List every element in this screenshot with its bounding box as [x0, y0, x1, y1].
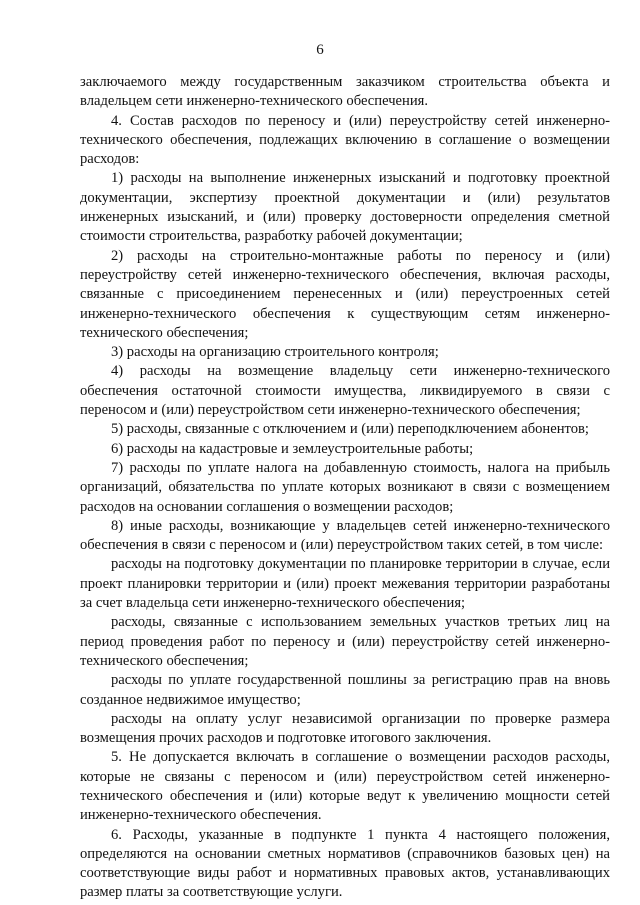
- paragraph-subitem-2: 2) расходы на строительно-монтажные работы по переносу и (или) переустройству сетей инженерно-технического обеспечения, включая расходы, связанные с присоединением перенесенных и (или) переустроенных сетей инженерно-технического обеспечения к существующим сетям инженерно-технического обеспечения;: [80, 247, 610, 341]
- paragraph-subitem-1: 1) расходы на выполнение инженерных изысканий и подготовку проектной документации, экспертизу проектной документации и (или) результатов инженерных изысканий, и (или) проверку достоверности определения сметной стоимости строительства, разработку рабочей документации;: [80, 170, 610, 245]
- paragraph-other-expense-1: расходы на подготовку документации по планировке территории в случае, если проект планировки территории и (или) проект межевания территории разработаны за счет владельца сети инженерно-технического обеспечения;: [80, 556, 610, 612]
- paragraph-subitem-4: 4) расходы на возмещение владельцу сети инженерно-технического обеспечения остаточной стоимости имущества, ликвидируемого в связи с переносом и (или) переустройством сети инженерно-технического обеспечения;: [80, 363, 610, 419]
- paragraph-other-expense-3: расходы по уплате государственной пошлины за регистрацию прав на вновь созданное недвижимое имущество;: [80, 672, 610, 708]
- document-body: [80, 73, 610, 903]
- paragraph-other-expense-2: расходы, связанные с использованием земельных участков третьих лиц на период проведения работ по переносу и (или) переустройству сетей инженерно-технического обеспечения;: [80, 614, 610, 669]
- paragraph-subitem-3: 3) расходы на организацию строительного контроля;: [111, 344, 439, 361]
- paragraph-item-5: 5. Не допускается включать в соглашение о возмещении расходов расходы, которые не связаны с переносом и (или) переустройством сетей инженерно-технического обеспечения и (или) которые ведут к увеличению мощности сетей инженерно-технического обеспечения.: [80, 749, 610, 824]
- paragraph-item-4: 4. Состав расходов по переносу и (или) переустройству сетей инженерно-технического обеспечения, подлежащих включению в соглашение о возмещении расходов:: [80, 112, 610, 168]
- paragraph-subitem-7: 7) расходы по уплате налога на добавленную стоимость, налога на прибыль организаций, обязательства по уплате которых возникают в связи с возмещением расходов на основании соглашения о возмещении расходов;: [80, 459, 610, 515]
- paragraph-subitem-6: 6) расходы на кадастровые и землеустроительные работы;: [111, 440, 474, 457]
- paragraph-subitem-5: 5) расходы, связанные с отключением и (или) переподключением абонентов;: [111, 421, 589, 438]
- page-number: 6: [316, 42, 324, 58]
- paragraph-other-expense-4: расходы на оплату услуг независимой организации по проверке размера возмещения прочих расходов и подготовке итогового заключения.: [80, 710, 610, 747]
- paragraph-subitem-8: 8) иные расходы, возникающие у владельцев сетей инженерно-технического обеспечения в связи с переносом и (или) переустройством таких сетей, в том числе:: [80, 517, 610, 554]
- paragraph-continuation: заключаемого между государственным заказчиком строительства объекта и владельцем сети инженерно-технического обеспечения.: [80, 74, 610, 110]
- paragraph-item-6: 6. Расходы, указанные в подпункте 1 пункта 4 настоящего положения, определяются на основании сметных нормативов (справочников базовых цен) на соответствующие виды работ и нормативных правовых актов, устанавливающих размер платы за соответствующие услуги.: [80, 826, 610, 901]
